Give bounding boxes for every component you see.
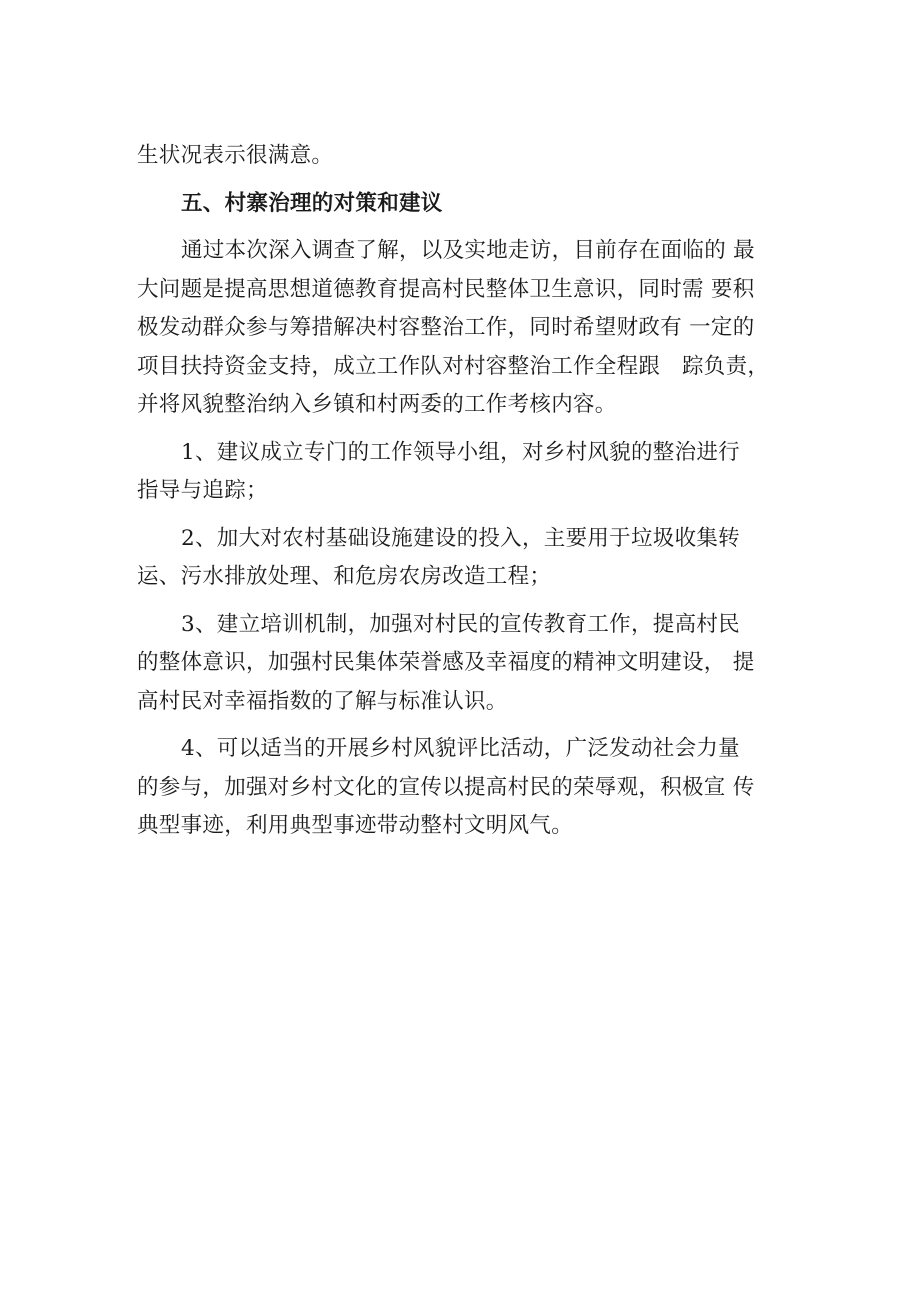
text-line: 4、可以适当的开展乡村风貌评比活动，广泛发动社会力量 <box>181 736 740 761</box>
text-line: 3、建立培训机制，加强对村民的宣传教育工作，提高村民 <box>181 611 740 637</box>
text-line: 高村民对幸福指数的了解与标准认识。 <box>137 688 508 714</box>
text-line: 项目扶持资金支持，成立工作队对村容整治工作全程跟 踪负责， <box>137 353 770 379</box>
document-body <box>137 137 787 846</box>
text-line: 2、加大对农村基础设施建设的投入，主要用于垃圾收集转 <box>181 525 740 551</box>
section-heading: 五、村寨治理的对策和建议 <box>181 190 443 216</box>
text-line: 并将风貌整治纳入乡镇和村两委的工作考核内容。 <box>137 392 617 417</box>
suggestion-3-paragraph <box>137 606 787 722</box>
summary-paragraph <box>137 232 787 425</box>
text-line: 典型事迹，利用典型事迹带动整村文明风气。 <box>137 813 574 838</box>
text-line: 生状况表示很满意。 <box>137 143 334 168</box>
text-line: 运、污水排放处理、和危房农房改造工程； <box>137 564 552 589</box>
text-line: 1、建议成立专门的工作领导小组，对乡村风貌的整治进行 <box>181 439 740 465</box>
text-line: 通过本次深入调查了解，以及实地走访，目前存在面临的 最 <box>181 238 755 263</box>
suggestion-2-paragraph <box>137 520 787 597</box>
suggestion-1-paragraph <box>137 434 787 511</box>
text-line: 的整体意识，加强村民集体荣誉感及幸福度的精神文明建设， 提 <box>137 650 755 675</box>
suggestion-4-paragraph <box>137 730 787 846</box>
intro-tail-paragraph <box>137 137 787 176</box>
text-line: 极发动群众参与筹措解决村容整治工作，同时希望财政有 一定的 <box>137 315 755 340</box>
text-line: 的参与，加强对乡村文化的宣传以提高村民的荣辱观，积极宣 传 <box>137 774 755 800</box>
text-line: 指导与追踪； <box>137 478 268 503</box>
text-line: 大问题是提高思想道德教育提高村民整体卫生意识，同时需 要积 <box>137 276 755 302</box>
